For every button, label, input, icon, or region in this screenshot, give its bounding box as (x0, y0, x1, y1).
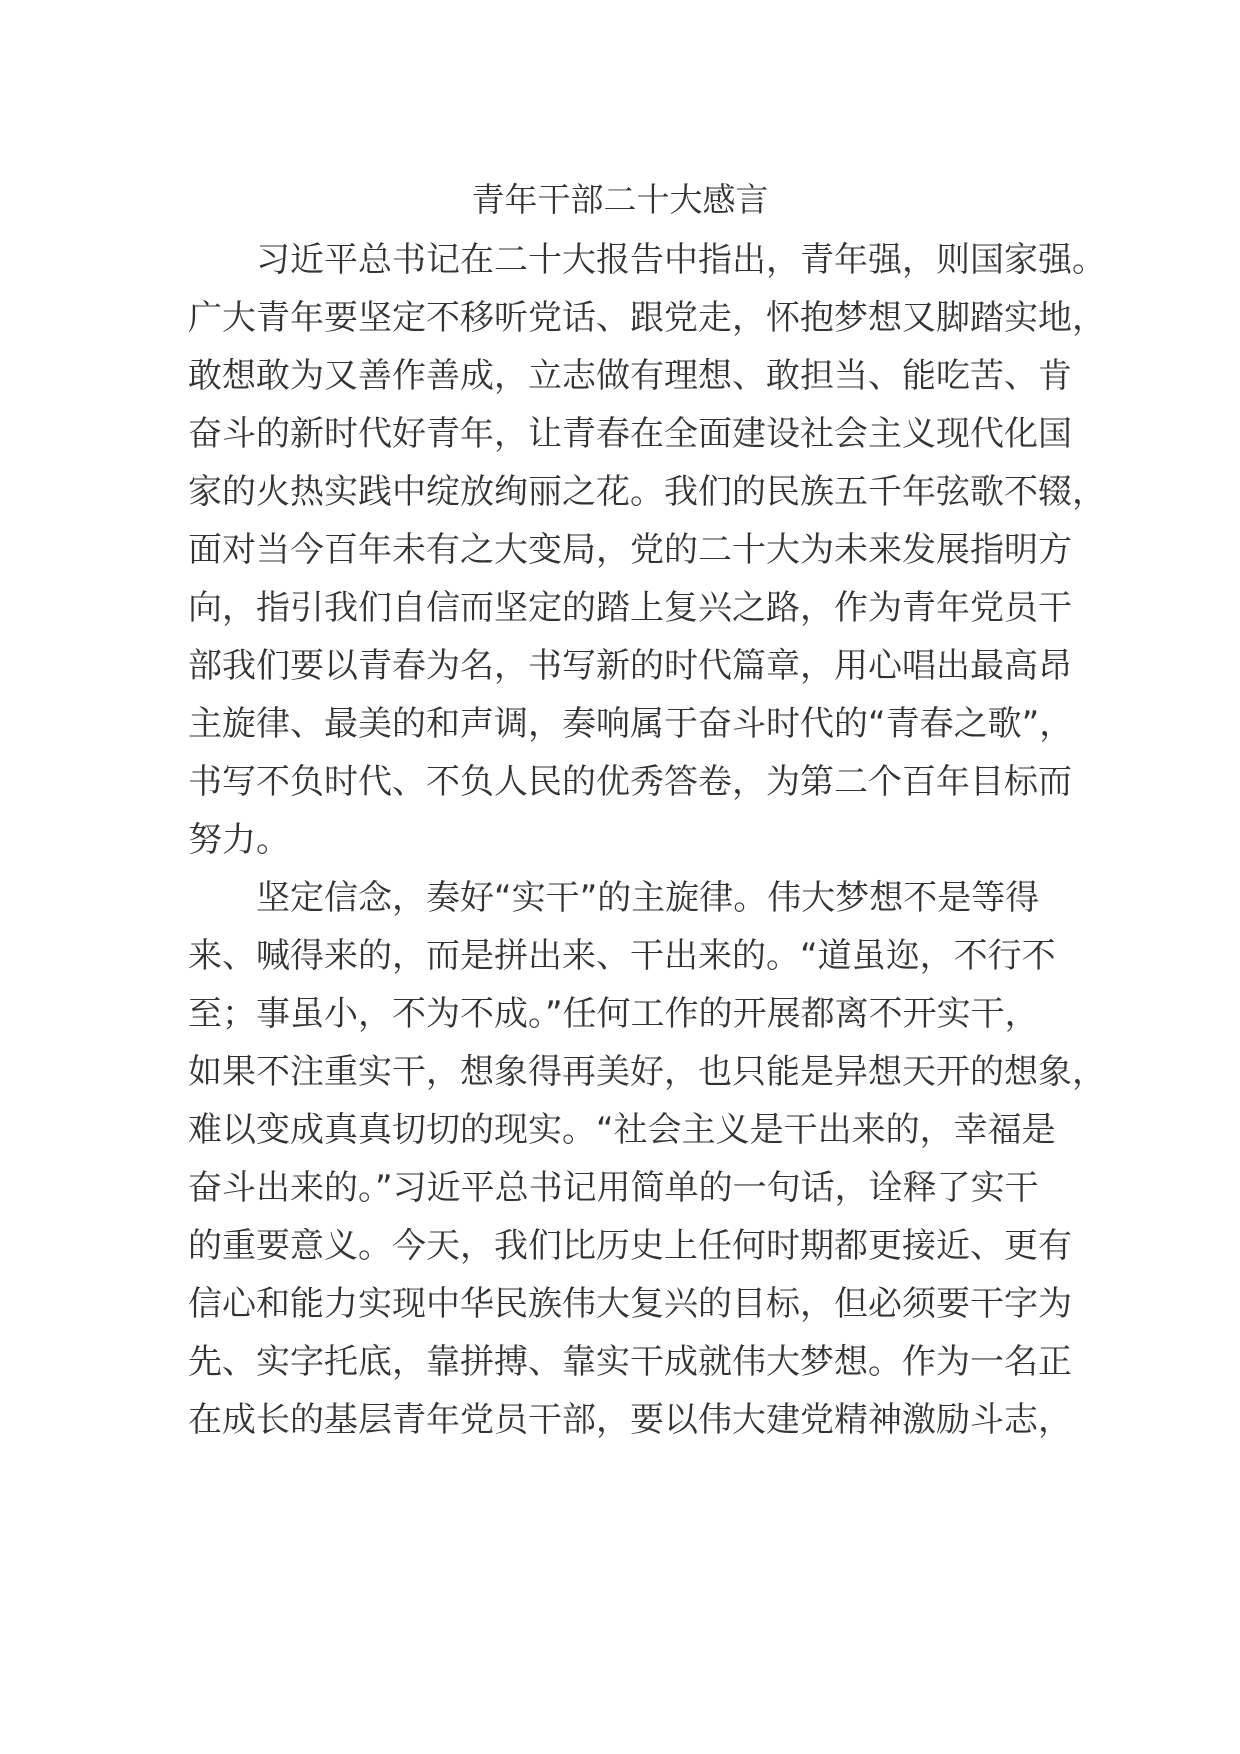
text-line: 面对当今百年未有之大变局，党的二十大为未来发展指明方 (188, 530, 1072, 570)
text-line: 至；事虽小，不为不成。”任何工作的开展都离不开实干， (188, 994, 1039, 1034)
text-line: 奋斗的新时代好青年，让青春在全面建设社会主义现代化国 (188, 414, 1072, 454)
text-line: 信心和能力实现中华民族伟大复兴的目标，但必须要干字为 (188, 1284, 1072, 1324)
text-line: 向，指引我们自信而坚定的踏上复兴之路，作为青年党员干 (188, 588, 1072, 628)
text-line: 坚定信念，奏好“实干”的主旋律。伟大梦想不是等得 (188, 878, 1040, 918)
text-line: 主旋律、最美的和声调，奏响属于奋斗时代的“青春之歌”， (188, 704, 1074, 744)
text-line: 难以变成真真切切的现实。“社会主义是干出来的，幸福是 (188, 1110, 1056, 1150)
text-line: 部我们要以青春为名，书写新的时代篇章，用心唱出最高昂 (188, 646, 1072, 686)
document-title: 青年干部二十大感言 (471, 180, 769, 219)
text-line: 在成长的基层青年党员干部，要以伟大建党精神激励斗志， (188, 1400, 1072, 1440)
text-line: 书写不负时代、不负人民的优秀答卷，为第二个百年目标而 (188, 762, 1072, 802)
text-line: 来、喊得来的，而是拼出来、干出来的。“道虽迩，不行不 (188, 936, 1056, 976)
text-line: 广大青年要坚定不移听党话、跟党走，怀抱梦想又脚踏实地， (188, 298, 1106, 338)
text-line: 先、实字托底，靠拼搏、靠实干成就伟大梦想。作为一名正 (188, 1342, 1072, 1382)
text-line: 努力。 (188, 820, 290, 860)
text-line: 家的火热实践中绽放绚丽之花。我们的民族五千年弦歌不辍， (188, 472, 1106, 512)
text-line: 奋斗出来的。”习近平总书记用简单的一句话，诠释了实干 (188, 1168, 1039, 1208)
text-line: 如果不注重实干，想象得再美好，也只能是异想天开的想象， (188, 1052, 1106, 1092)
text-line: 敢想敢为又善作善成，立志做有理想、敢担当、能吃苦、肯 (188, 356, 1072, 396)
text-line: 习近平总书记在二十大报告中指出，青年强，则国家强。 (188, 240, 1106, 280)
text-line: 的重要意义。今天，我们比历史上任何时期都更接近、更有 (188, 1226, 1072, 1266)
